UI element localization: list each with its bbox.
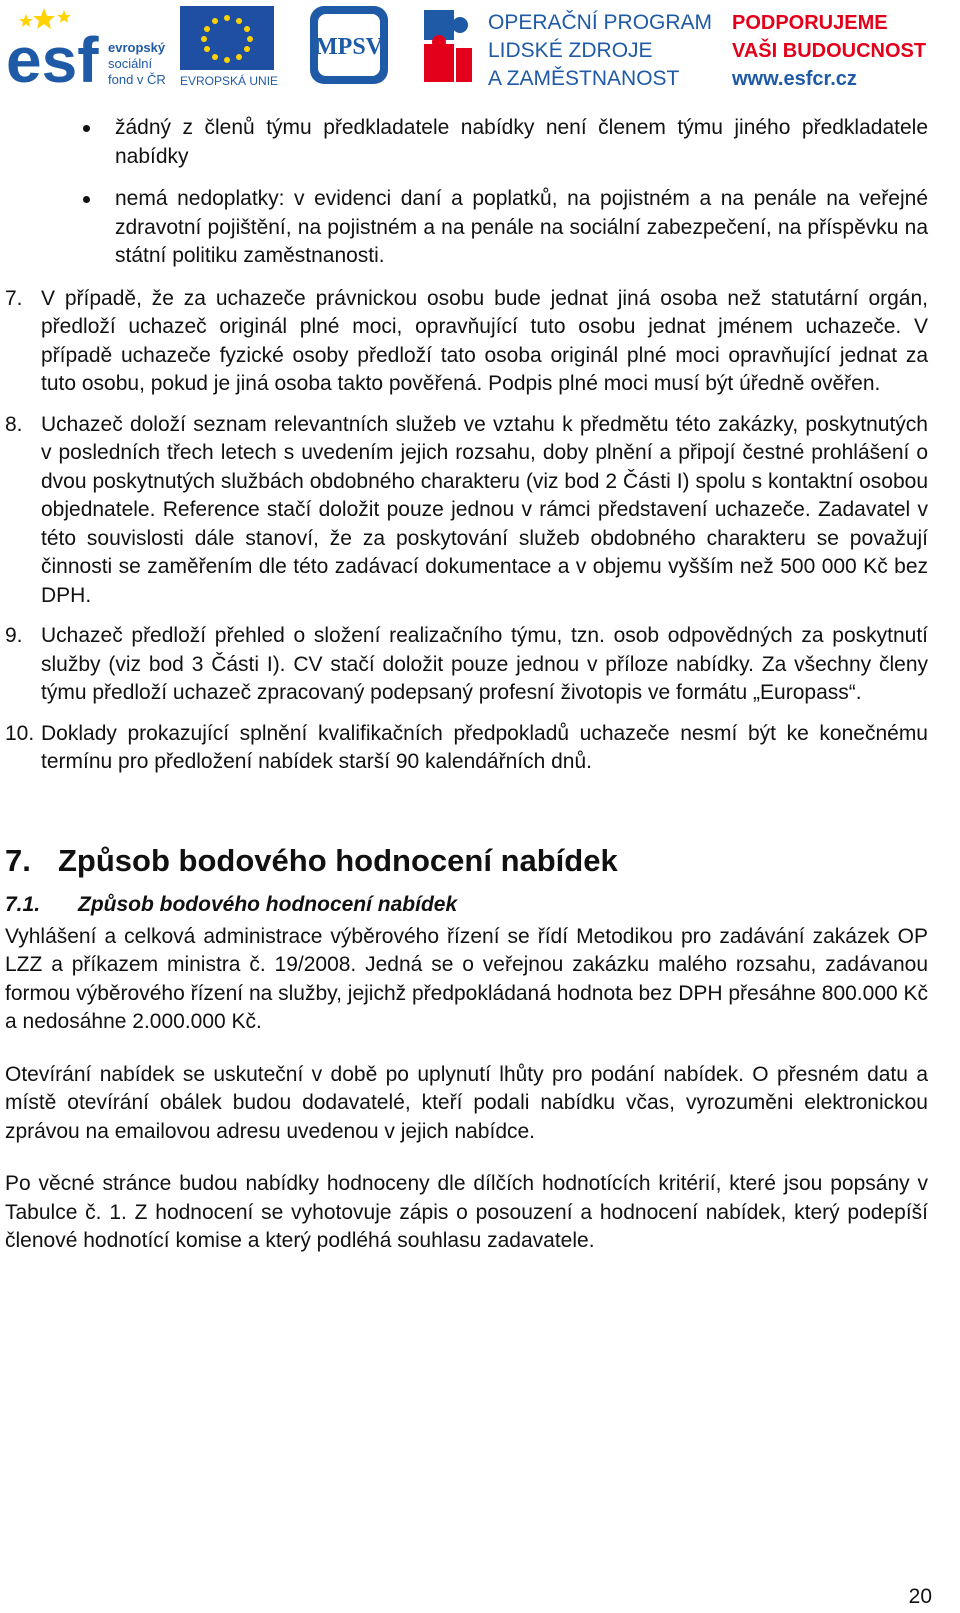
section-number: 7. xyxy=(5,842,31,878)
numbered-item xyxy=(5,411,928,611)
item-number: 7. xyxy=(5,286,23,310)
esf-text-1: evropský xyxy=(108,40,166,55)
esf-text-2: sociální xyxy=(108,56,153,71)
op-lzz-logo xyxy=(486,4,712,88)
item-number: 8. xyxy=(5,412,23,436)
slogan-logo xyxy=(730,4,958,88)
subsection-heading xyxy=(5,891,928,919)
document-body xyxy=(5,114,928,1280)
header-logos xyxy=(0,0,960,92)
item-number: 10. xyxy=(5,721,35,745)
esf-mark: esf xyxy=(6,24,99,88)
paragraph: Po věcné stránce budou nabídky hodnoceny dle dílčích hodnotících kritérií, které jsou popsány v Tabulce č. 1. Z hodnocení se vyhotovuje zápis o posouzení a hodnocení nabídek, který podepíší členové hodnotící komise a který podléhá souhlasu zadavatele. xyxy=(5,1172,928,1252)
item-text: Doklady prokazující splnění kvalifikačních předpokladů uchazeče nesmí být ke konečnému termínu pro předložení nabídek starší 90 kalendářních dnů. xyxy=(41,721,928,773)
section-title: Způsob bodového hodnocení nabídek xyxy=(58,842,618,878)
numbered-list xyxy=(5,285,928,777)
numbered-item xyxy=(5,720,928,777)
page-number: 20 xyxy=(908,1585,932,1608)
slogan-line-2: VAŠI BUDOUCNOST xyxy=(732,40,927,62)
bullet-item: žádný z členů týmu předkladatele nabídky není členem týmu jiného předkladatele nabídky xyxy=(5,114,928,171)
op-line-2: LIDSKÉ ZDROJE xyxy=(488,39,653,62)
puzzle-person-icon xyxy=(420,4,486,88)
esf-logo xyxy=(4,4,172,88)
item-text: V případě, že za uchazeče právnickou osobu bude jednat jiná osoba než statutární orgán, předloží uchazeč originál plné moci, opravňující tuto osobu jednat jménem uchazeče. V případě uchazeče fyzické osoby předloží tato osoba originál plné moci opravňující jednat za tuto osobu, pokud je jiná osoba takto pověřená. Podpis plné moci musí být úředně ověřen. xyxy=(41,286,928,395)
paragraph: Vyhlášení a celková administrace výběrového řízení se řídí Metodikou pro zadávání zakázek OP LZZ a příkazem ministra č. 19/2008. Jedná se o veřejnou zakázku malého rozsahu, zadávanou formou výběrového řízení na služby, jejichž předpokládaná hodnota bez DPH přesáhne 800.000 Kč a nedosáhne 2.000.000 Kč. xyxy=(5,924,929,1033)
slogan-line-1: PODPORUJEME xyxy=(732,12,888,34)
item-number: 9. xyxy=(5,624,23,647)
mpsv-logo xyxy=(308,4,392,88)
paragraph: Otevírání nabídek se uskuteční v době po uplynutí lhůty pro podání nabídek. O přesném datu a místě otevírání obálek budou dodavatelé, kteří podali nabídku včas, vyrozuměni elektronickou zprávou na emailovou adresu uvedenou v jejich nabídce. xyxy=(5,1062,928,1143)
bullet-list xyxy=(5,114,928,271)
item-text: Uchazeč předloží přehled o složení realizačního týmu, tzn. osob odpovědných za poskytnutí služby (viz bod 3 Části I). CV stačí doložit pouze jednou v příloze nabídky. Za všechny členy týmu předloží uchazeč zpracovaný podepsaný profesní životopis ve formátu „Europass“. xyxy=(41,624,928,704)
eu-flag-logo xyxy=(178,4,278,88)
bullet-item: nemá nedoplatky: v evidenci daní a poplatků, na pojistném a na penále na veřejné zdravotní pojištění, na pojistném a na penále na sociální zabezpečení, na příspěvku na státní politiku zaměstnanosti. xyxy=(5,185,928,271)
mpsv-text: MPSV xyxy=(315,34,383,60)
subsection-title: Způsob bodového hodnocení nabídek xyxy=(78,892,458,916)
subsection-number: 7.1. xyxy=(5,892,41,916)
esf-text-3: fond v ČR xyxy=(108,72,166,87)
item-text: Uchazeč doloží seznam relevantních služeb ve vztahu k předmětu této zakázky, poskytnutých v posledních třech letech s uvedením jejich rozsahu, doby plnění a připojí čestné prohlášení o dvou poskytnutých službách obdobného charakteru (viz bod 2 Části I) spolu s kontaktní osobou objednatele. Reference stačí doložit pouze jednou v rámci představení uchazeče. Zadavatel v této souvislosti dále stanoví, že za poskytování služeb obdobného charakteru se považují činnosti se zaměřením dle této zadávací dokumentace a v objemu vyšším než 500 000 Kč bez DPH. xyxy=(41,412,928,607)
section-heading xyxy=(5,841,928,881)
op-line-3: A ZAMĚSTNANOST xyxy=(488,67,680,88)
numbered-item xyxy=(5,285,928,399)
numbered-item xyxy=(5,622,928,708)
slogan-url: www.esfcr.cz xyxy=(732,68,857,88)
eu-text: EVROPSKÁ UNIE xyxy=(180,74,278,88)
op-line-1: OPERAČNÍ PROGRAM xyxy=(488,11,712,34)
